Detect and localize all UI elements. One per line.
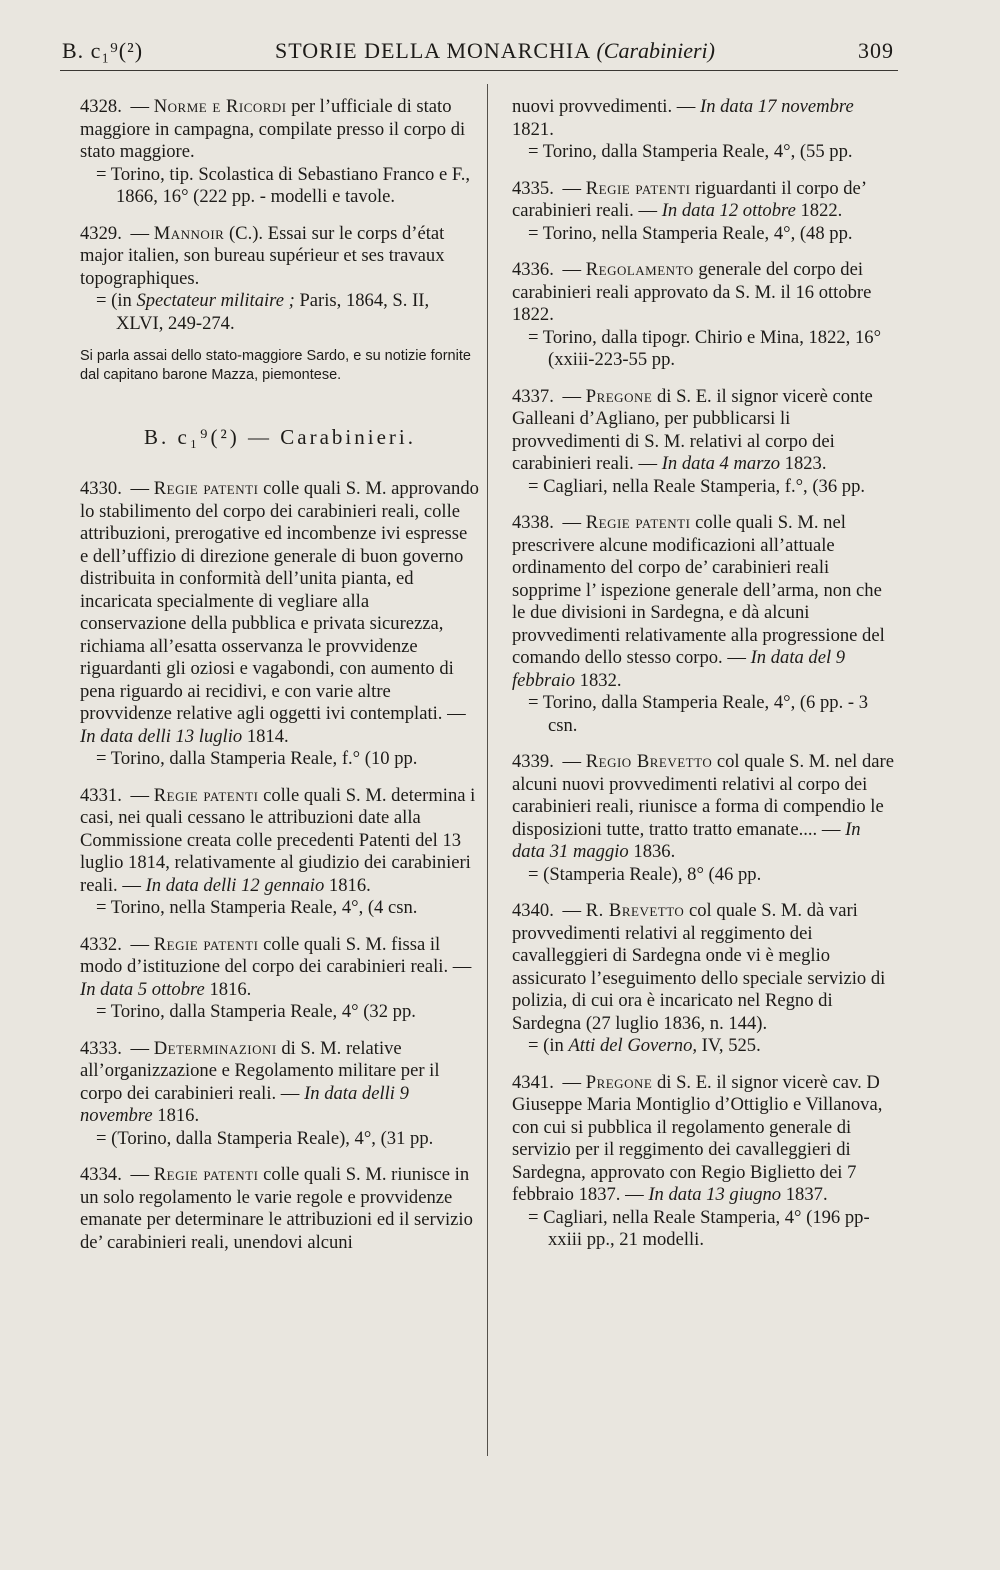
entry-heading: Regie patenti xyxy=(153,933,259,955)
entry-heading: Regolamento xyxy=(585,259,694,280)
right-column xyxy=(512,96,898,1266)
entry-body: colle quali S. M. determina i casi, nei quali cessano le attribuzioni date alla Commissione creata colle precedenti Patenti del 13 luglio 1814, relativamente al giudizio dei carabinieri reali. — xyxy=(80,784,476,896)
entry-body: di S. M. relative all’organizzazione e Regolamento militare per il corpo dei carabinieri reali. — xyxy=(80,1037,440,1104)
entry-body: di S. E. il signor vicerè conte Galleani d’Agliano, per pubblicarsi li provvedimenti di S. M. relativi al corpo dei carabinieri reali. — xyxy=(512,385,873,474)
entry-date: In data 13 giugno xyxy=(648,1184,782,1205)
entry-4339: 4339. — Regio Brevetto col quale S. M. nel dare alcuni nuovi provvedimenti relativi al corpo dei carabinieri reali, riunisce a forma di compendio le disposizioni tutte, tratto tratto emanate.... — In data 31 maggio 1836. = (Stamperia Reale), 8° (46 pp. xyxy=(512,751,898,886)
entry-year: 1837. xyxy=(785,1184,828,1205)
entry-number: 4336. xyxy=(512,259,554,280)
header-title xyxy=(230,38,760,64)
entry-imprint: = Torino, dalla Stamperia Reale, f.° (10 pp. xyxy=(96,748,418,769)
entry-imprint: = Torino, dalla Stamperia Reale, 4°, (55 pp. xyxy=(528,141,853,162)
entry-year: 1832. xyxy=(579,669,622,691)
entry-4328: 4328. — Norme e Ricordi per l’ufficiale di stato maggiore in campagna, compilate presso il corpo di stato maggiore. = Torino, tip. Scolastica di Sebastiano Franco e F., 1866, 16° (222 pp. - modelli e tavole. xyxy=(80,96,480,209)
entry-body: nuovi provvedimenti. — xyxy=(512,96,696,117)
entry-heading: Pregone xyxy=(585,385,653,407)
entry-4330: 4330. — Regie patenti colle quali S. M. approvando lo stabilimento del corpo dei carabinieri reali, colle attribuzioni, prerogative ed incombenze ivi espresse e dell’uffizio di direzione generale di buon governo distribuita in conformità dell’unita pianta, ed incaricata specialmente di vegliare alla conservazione della pubblica e privata sicurezza, richiama all’esatta osservanza le provvidenze riguardanti gli oziosi e vagabondi, con aumento di pena riguardo ai recidivi, e con varie altre provvidenze relative agli oggetti ivi contemplati. — In data delli 13 luglio 1814. = Torino, dalla Stamperia Reale, f.° (10 pp. xyxy=(80,478,479,769)
entry-heading: Regie patenti xyxy=(585,512,691,533)
entry-heading: R. Brevetto xyxy=(585,900,685,921)
entry-date: In data 5 ottobre xyxy=(80,978,205,1000)
imprint-prefix: = (in xyxy=(528,1035,569,1056)
entry-body: colle quali S. M. fissa il modo d’istituzione del corpo dei carabinieri reali. — xyxy=(80,933,472,977)
entry-number: 4330. xyxy=(80,478,122,499)
header-title-italic: (Carabinieri) xyxy=(596,38,715,63)
header-signature: B. c₁⁹(²) xyxy=(62,38,144,63)
entry-imprint xyxy=(80,290,480,335)
entry-number: 4337. xyxy=(512,385,554,407)
entry-body: per l’ufficiale di stato maggiore in campagna, compilate presso il corpo di stato maggiore. xyxy=(80,96,466,162)
entry-4332: 4332. — Regie patenti colle quali S. M. fissa il modo d’istituzione del corpo dei carabinieri reali. — In data 5 ottobre 1816. = Torino, dalla Stamperia Reale, 4° (32 pp. xyxy=(80,934,480,1024)
entry-date: In data delli 12 gennaio xyxy=(145,874,325,896)
entry-imprint xyxy=(512,1035,898,1058)
entry-4341: 4341. — Pregone di S. E. il signor vicerè cav. D Giuseppe Maria Montiglio d’Ottiglio e Villanova, con cui si pubblica il regolamento generale di servizio per il reggimento dei cavalleggieri di Sardegna, approvato con Regio Biglietto dei 7 febbraio 1837. — In data 13 giugno 1837. = Cagliari, nella Reale Stamperia, 4° (196 pp-xxiii pp., 21 modelli. xyxy=(512,1072,898,1252)
imprint-journal: Atti del Governo, xyxy=(568,1035,698,1056)
entry-body: generale del corpo dei carabinieri reali approvato da S. M. il 16 ottobre 1822. xyxy=(512,259,872,325)
entry-4337: 4337. — Pregone di S. E. il signor vicerè conte Galleani d’Agliano, per pubblicarsi li provvedimenti di S. M. relativi al corpo dei carabinieri reali. — In data 4 marzo 1823. = Cagliari, nella Reale Stamperia, f.°, (36 pp. xyxy=(512,386,898,499)
entry-date: In data delli 13 luglio xyxy=(80,725,243,747)
entry-year: 1814. xyxy=(246,725,289,747)
entry-heading: Regio Brevetto xyxy=(585,751,713,772)
section-heading: B. c₁⁹(²) — Carabinieri. xyxy=(144,425,416,449)
entry-imprint: = Torino, dalla Stamperia Reale, 4° (32 pp. xyxy=(96,1001,416,1022)
entry-number: 4331. xyxy=(80,784,122,806)
entry-imprint: = Torino, nella Stamperia Reale, 4°, (4 csn. xyxy=(96,897,418,918)
entry-date: In data 12 ottobre xyxy=(661,200,796,221)
entry-year: 1836. xyxy=(633,841,676,862)
entry-year: 1823. xyxy=(784,453,827,474)
entry-heading: Norme e Ricordi xyxy=(153,96,287,117)
left-column xyxy=(80,96,480,1268)
entry-heading: Regie patenti xyxy=(153,1164,259,1185)
entry-body: (C.). Essai sur le corps d’état major italien, son bureau supérieur et ses travaux topographiques. xyxy=(80,222,445,289)
entry-number: 4339. xyxy=(512,751,554,772)
entry-imprint: = Cagliari, nella Reale Stamperia, f.°, (36 pp. xyxy=(528,475,866,497)
entry-imprint: = Torino, dalla tipogr. Chirio e Mina, 1822, 16° (xxiii-223-55 pp. xyxy=(528,326,881,370)
entry-body: col quale S. M. nel dare alcuni nuovi provvedimenti relativi al corpo dei carabinieri reali, riunisce a forma di compendio le disposizioni tutte, tratto tratto emanate.... — xyxy=(512,751,894,840)
entry-number: 4338. xyxy=(512,512,554,533)
entry-4329: 4329. — Mannoir (C.). Essai sur le corps d’état major italien, son bureau supérieur et ses travaux topographiques. = (in Spectateur militaire ; Paris, 1864, S. II, XLVI, 249-274. xyxy=(80,223,480,336)
entry-4335: 4335. — Regie patenti riguardanti il corpo de’ carabinieri reali. — In data 12 ottobre 1822. = Torino, nella Stamperia Reale, 4°, (48 pp. xyxy=(512,178,898,246)
entry-imprint: = (Stamperia Reale), 8° (46 pp. xyxy=(528,863,762,885)
imprint-prefix: = (in xyxy=(96,290,137,311)
entry-4334: 4334. — Regie patenti colle quali S. M. riunisce in un solo regolamento le varie regole e provvidenze emanate per determinare le attribuzioni ed il servizio de’ carabinieri reali, unendovi alcuni xyxy=(80,1164,473,1253)
entry-body: colle quali S. M. riunisce in un solo regolamento le varie regole e provvidenze emanate per determinare le attribuzioni ed il servizio de’ carabinieri reali, unendovi alcuni xyxy=(80,1164,473,1253)
entry-number: 4341. xyxy=(512,1071,554,1093)
imprint-journal: Spectateur militaire ; xyxy=(136,290,295,311)
entry-year: 1822. xyxy=(800,200,843,221)
entry-4333: 4333. — Determinazioni di S. M. relative all’organizzazione e Regolamento militare per il corpo dei carabinieri reali. — In data delli 9 novembre 1816. = (Torino, dalla Stamperia Reale), 4°, (31 pp. xyxy=(80,1038,480,1151)
entry-year: 1816. xyxy=(157,1105,200,1126)
entry-imprint: = Torino, tip. Scolastica di Sebastiano Franco e F., 1866, 16° (222 pp. - modelli e tavole. xyxy=(96,163,471,207)
entry-number: 4332. xyxy=(80,933,122,955)
entry-number: 4334. xyxy=(80,1164,122,1185)
entry-date: In data 31 maggio xyxy=(512,818,861,862)
entry-heading: Regie patenti xyxy=(585,177,691,199)
column-divider xyxy=(487,84,488,1456)
entry-body: colle quali S. M. approvando lo stabilimento del corpo dei carabinieri reali, colle attribuzioni, prerogative ed incombenze ivi espresse e dell’uffizio di direzione generale di buon governo distribuita in conformità dell’unita pianta, ed incaricata specialmente di vegliare alla conservazione della pubblica e privata sicurezza, richiama all’esatta osservanza le provvidenze riguardanti gli oziosi e vagabondi, con aumento di pena riguardo ai recidivi, e con varie altre provvidenze relative agli oggetti ivi contemplati. — xyxy=(80,478,479,724)
entry-year: 1816. xyxy=(209,978,252,1000)
entry-number: 4328. xyxy=(80,96,122,117)
entry-body: col quale S. M. dà vari provvedimenti relativi al reggimento dei cavalleggieri di Sardegna onde vi è meglio assicurato l’eseguimento dello speciale servizio di polizia, di cui ora è incaricato nel Regno di Sardegna (27 luglio 1836, n. 144). xyxy=(512,900,886,1034)
entry-year: 1821. xyxy=(512,118,554,140)
imprint-suffix: IV, 525. xyxy=(697,1035,761,1056)
imprint-suffix: Paris, 1864, S. II, XLVI, 249-274. xyxy=(116,290,430,334)
entry-heading: Mannoir xyxy=(153,222,225,244)
entry-number: 4335. xyxy=(512,177,554,199)
entry-heading: Regie patenti xyxy=(153,784,259,806)
entry-imprint: = Torino, nella Stamperia Reale, 4°, (48 pp. xyxy=(528,222,853,244)
entry-number: 4340. xyxy=(512,900,554,921)
header-title-text: STORIE DELLA MONARCHIA xyxy=(274,38,590,63)
entry-4334-continued xyxy=(512,96,898,164)
entry-imprint: = Cagliari, nella Reale Stamperia, 4° (196 pp-xxiii pp., 21 modelli. xyxy=(528,1206,870,1250)
entry-body: riguardanti il corpo de’ carabinieri reali. — xyxy=(512,177,866,221)
entry-imprint: = Torino, dalla Stamperia Reale, 4°, (6 pp. - 3 csn. xyxy=(528,692,869,736)
entry-body: colle quali S. M. nel prescrivere alcune modificazioni all’attuale ordinamento del corpo de’ carabinieri reali sopprime l’ ispezione generale dell’arma, non che le due divisioni in Sardegna, e dà alcuni provvedimenti relativamente alla progressione del comando dello stesso corpo. — xyxy=(512,512,885,668)
entry-4340: 4340. — R. Brevetto col quale S. M. dà vari provvedimenti relativi al reggimento dei cavalleggieri di Sardegna onde vi è meglio assicurato l’eseguimento dello speciale servizio di polizia, di cui ora è incaricato nel Regno di Sardegna (27 luglio 1836, n. 144). = (in Atti del Governo, IV, 525. xyxy=(512,900,898,1058)
entry-heading: Pregone xyxy=(585,1071,653,1093)
entry-heading: Determinazioni xyxy=(153,1037,277,1059)
entry-date: In data del 9 febbraio xyxy=(512,647,846,691)
entry-body: di S. E. il signor vicerè cav. D Giuseppe Maria Montiglio d’Ottiglio e Villanova, con cui si pubblica il regolamento generale di servizio per il reggimento dei cavalleggieri di Sardegna, approvato con Regio Biglietto dei 7 febbraio 1837. — xyxy=(512,1071,883,1205)
entry-imprint: = (Torino, dalla Stamperia Reale), 4°, (31 pp. xyxy=(96,1127,434,1149)
entry-4336: 4336. — Regolamento generale del corpo dei carabinieri reali approvato da S. M. il 16 ottobre 1822. = Torino, dalla tipogr. Chirio e Mina, 1822, 16° (xxiii-223-55 pp. xyxy=(512,259,898,372)
entry-note: Si parla assai dello stato-maggiore Sardo, e su notizie fornite dal capitano barone Mazza, piemontese. xyxy=(80,348,471,383)
page-number: 309 xyxy=(858,38,894,63)
entry-date: In data 17 novembre xyxy=(700,96,854,117)
running-header xyxy=(60,36,898,71)
entry-number: 4333. xyxy=(80,1037,122,1059)
entry-date: In data delli 9 novembre xyxy=(80,1082,409,1126)
entry-heading: Regie patenti xyxy=(153,478,259,499)
entry-date: In data 4 marzo xyxy=(661,453,780,474)
entry-year: 1816. xyxy=(328,874,371,896)
entry-4338: 4338. — Regie patenti colle quali S. M. nel prescrivere alcune modificazioni all’attuale ordinamento del corpo de’ carabinieri reali sopprime l’ ispezione generale dell’arma, non che le due divisioni in Sardegna, e dà alcuni provvedimenti relativamente alla progressione del comando dello stesso corpo. — In data del 9 febbraio 1832. = Torino, dalla Stamperia Reale, 4°, (6 pp. - 3 csn. xyxy=(512,512,898,737)
entry-4331: 4331. — Regie patenti colle quali S. M. determina i casi, nei quali cessano le attribuzioni date alla Commissione creata colle precedenti Patenti del 13 luglio 1814, relativamente al giudizio dei carabinieri reali. — In data delli 12 gennaio 1816. = Torino, nella Stamperia Reale, 4°, (4 csn. xyxy=(80,785,480,920)
entry-number: 4329. xyxy=(80,222,122,244)
